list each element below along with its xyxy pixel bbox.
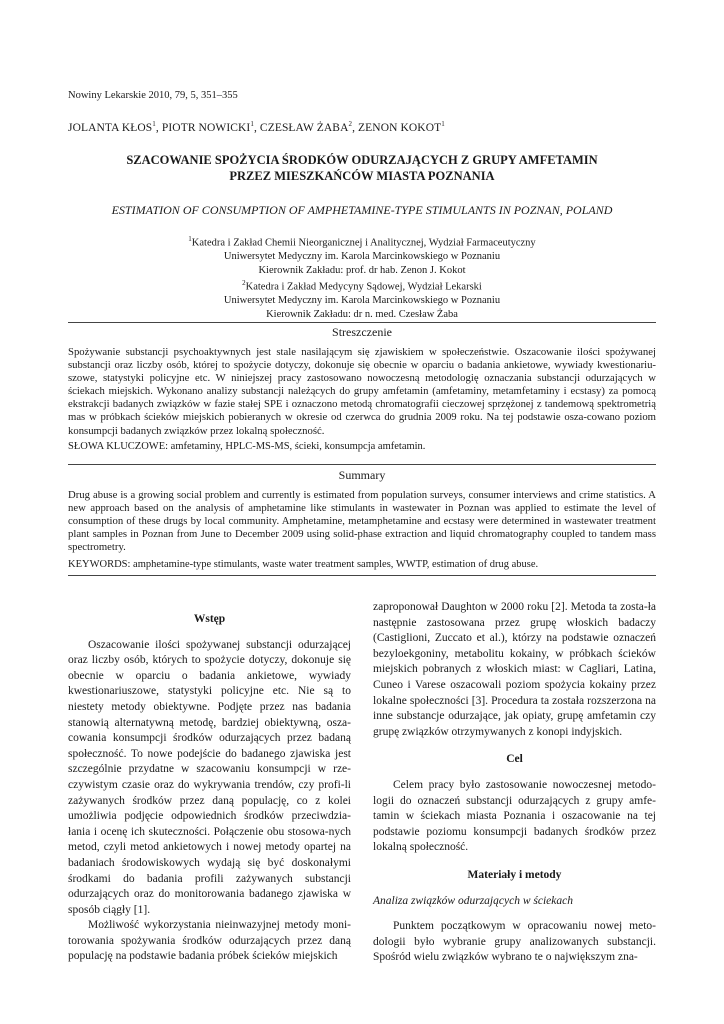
wstep-paragraph: Oszacowanie ilości spożywanej substancji odurzającej oraz liczby osób, których to spożycie dotyczy, dokonuje się obecnie w oparciu o badania ankietowe, wywiady kwestionariuszowe, statystyki policyjne etc. Nie są to niestety metody obiektywne. Podjęte przez nas badania stanowią alternatywną metodę, bardziej obiektywną, osza-cowania konsumpcji środków odurzających przez badaną społeczność. To nowe podejście do badanego zjawiska jest szczególnie przydatne w szacowaniu konsumpcji w rze-czywistym czasie oraz do wykrywania trendów, czy profi-li zażywanych środków przez daną populację, co z kolei umożliwia podjęcie odpowiednich środków przeciwdzia-łania i ocenę ich skuteczności. Połączenie obu stosowa-nych metod, czyli metod ankietowych i nowej metody opartej na badaniach środowiskowych wydają się być doskonałymi środkami do badania profili zażywanych substancji odurzających oraz do monitorowania badanego zjawiska w sposób ciągły [1]. xyxy=(68,638,351,916)
summary-heading: Summary xyxy=(338,468,386,482)
analiza-paragraph: Punktem początkowym w opracowaniu nowej meto-dologii było wybranie grupy analizowanych substancji. Spośród wielu związków wybrano te o największym zna- xyxy=(373,920,656,964)
author-list: JOLANTA KŁOS$^1$, PIOTR NOWICKI$^1$, CZESŁAW ŻABA$^2$, ZENON KOKOT$^1$ xyxy=(68,120,445,134)
wstep-paragraph: Możliwość wykorzystania nieinwazyjnej metody moni-torowania spożywania środków odurzających przez daną populację na podstawie badania próbek ścieków miejskich xyxy=(68,919,351,963)
author-affil-marker: 1 xyxy=(250,120,254,128)
affiliation-line: $^2$Katedra i Zakład Medycyny Sądowej, Wydział Lekarski xyxy=(242,279,482,293)
section-divider xyxy=(68,575,656,576)
affiliation-line: Kierownik Zakładu: prof. dr hab. Zenon J. Kokot xyxy=(258,264,466,276)
affiliation-line: $^1$Katedra i Zakład Chemii Nieorganicznej i Analitycznej, Wydział Farmaceutyczny xyxy=(188,235,536,249)
author-affil-marker: 1 xyxy=(152,120,156,128)
keywords-polish: SŁOWA KLUCZOWE: amfetaminy, HPLC-MS-MS, ścieki, konsumpcja amfetamin. xyxy=(68,441,426,452)
keywords-english: KEYWORDS: amphetamine-type stimulants, waste water treatment samples, WWTP, estimation of drug abuse. xyxy=(68,559,539,570)
author-affil-marker: 2 xyxy=(348,120,353,128)
title-polish-line: SZACOWANIE SPOŻYCIA ŚRODKÓW ODURZAJĄCYCH Z GRUPY AMFETAMIN xyxy=(126,153,598,167)
intro-continuation: zaproponował Daughton w 2000 roku [2]. Metoda ta zosta-ła następnie zastosowana przez grupę włoskich badaczy (Castiglioni, Zuccato et al.), którzy na podstawie oznaczeń bezyloekgoniny, metabolitu kokainy, w próbkach ścieków miejskich pobranych z włoskich miast: w Cagliari, Latina, Cuneo i Varese oszacowali poziom spożycia kokainy przez lokalne społeczności [3]. Procedura ta została rozszerzona na inne substancje odurzające, jak opiaty, grupę amfetamin czy grupę związków otrzymywanych z konopi indyjskich. xyxy=(373,601,656,738)
affiliations xyxy=(110,233,614,322)
title-polish-line: PRZEZ MIESZKAŃCÓW MIASTA POZNANIA xyxy=(229,169,495,183)
section-divider xyxy=(68,322,656,323)
author-name: JOLANTA KŁOS xyxy=(68,121,153,134)
author-affil-marker: 1 xyxy=(441,120,445,128)
wstep-heading: Wstęp xyxy=(193,613,226,625)
title-polish xyxy=(60,152,664,184)
summary-text: Drug abuse is a growing social problem and currently is estimated from population surveys, consumer interviews and crime statistics. A new approach based on the analysis of amphetamine like stimulants in wastewater in Poznan was applied to estimate the level of consumption of these drugs by local community. Amphetamine, metamphetamine and ecstasy were determined in wastewater treatment plant samples in Poznan from June to December 2009 using solid-phase extraction and liquid chromatography coupled to tandem mass spectrometry. xyxy=(68,489,656,554)
affiliation-line: Uniwersytet Medyczny im. Karola Marcinkowskiego w Poznaniu xyxy=(223,251,501,263)
section-divider xyxy=(68,464,656,465)
cel-heading: Cel xyxy=(506,753,523,766)
streszczenie-heading: Streszczenie xyxy=(332,325,392,339)
affil-marker: 2 xyxy=(242,279,246,288)
author-name: PIOTR NOWICKI xyxy=(161,121,251,134)
author-name: ZENON KOKOT xyxy=(358,121,442,134)
affiliation-line: Uniwersytet Medyczny im. Karola Marcinkowskiego w Poznaniu xyxy=(223,295,501,307)
author-name: CZESŁAW ŻABA xyxy=(259,121,349,134)
streszczenie-text: Spożywanie substancji psychoaktywnych jest stale nasilającym się zjawiskiem w społeczeństwie. Oszacowanie ilości spożywanej substancji oraz liczby osób, której to spożycie dotyczy, dokonuje się obecnie w oparciu o badania ankietowe, wywiady kwestionariu-szowe, statystyki policyjne etc. W niniejszej pracy zastosowano nowoczesną metodologię oznaczania substancji odurzających w ściekach miejskich. Wykonano analizy substancji należących do grupy amfetamin (amfetaminy, metamfetaminy i ecstasy) za pomocą ekstrakcji badanych związków w fazie stałej SPE i oznaczono metodą chromatografii cieczowej sprzężonej z tandemową spektrometrią mas w próbkach ścieków miejskich pobieranych w okresie od czerwca do grudnia 2009 roku. Na tej podstawie osza-cowano poziom konsumpcji badanych związków przez lokalną społeczność. xyxy=(68,346,656,437)
body-column-left xyxy=(68,612,351,965)
affiliation-line: Kierownik Zakładu: dr n. med. Czesław Żaba xyxy=(266,308,458,320)
materialy-heading: Materiały i metody xyxy=(467,868,562,881)
cel-paragraph: Celem pracy było zastosowanie nowoczesnej metodo-logii do oznaczeń substancji odurzających z grupy amfe-tamin w ściekach miasta Poznania i oszacowanie na tej podstawie poziomu konsumpcji badanych środków przez lokalną społeczność. xyxy=(373,778,656,854)
body-column-right xyxy=(373,600,656,966)
title-english: ESTIMATION OF CONSUMPTION OF AMPHETAMINE-TYPE STIMULANTS IN POZNAN, POLAND xyxy=(111,203,613,217)
journal-citation: Nowiny Lekarskie 2010, 79, 5, 351–355 xyxy=(68,90,238,101)
analiza-subheading: Analiza związków odurzających w ściekach xyxy=(373,894,573,907)
affil-marker: 1 xyxy=(188,235,192,243)
